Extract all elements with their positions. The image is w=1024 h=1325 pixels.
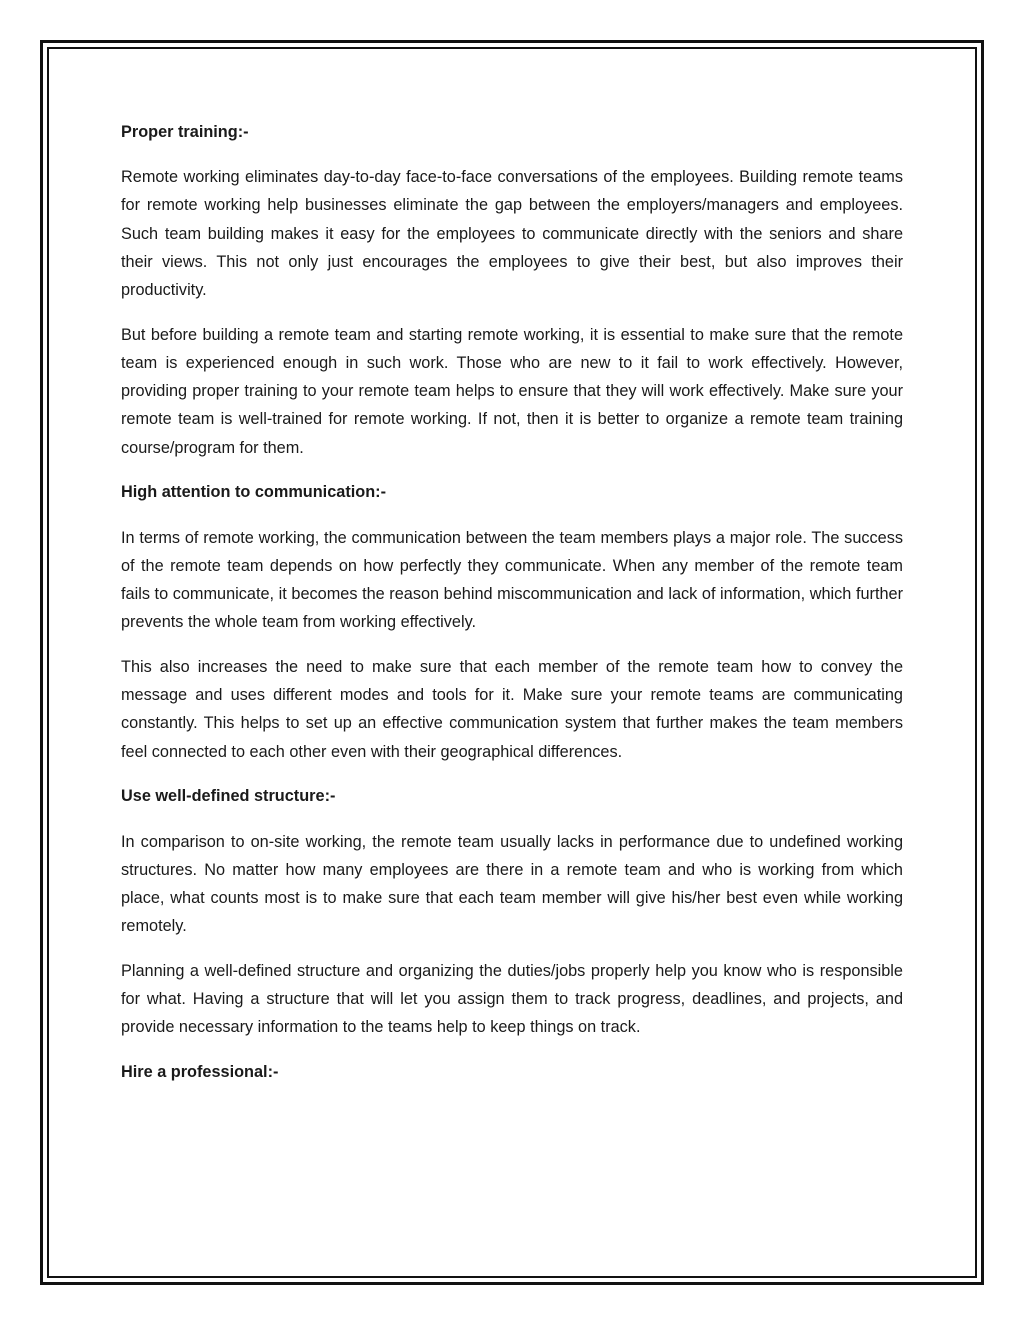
paragraph: In comparison to on-site working, the remote team usually lacks in performance due to undefined working structures. No matter how many employees are there in a remote team and who is working from which place, what counts most is to make sure that each team member will give his/her best even while working remotely.: [121, 832, 903, 936]
section-heading-proper-training: Proper training:-: [121, 123, 249, 141]
section-heading-structure: Use well-defined structure:-: [121, 787, 336, 806]
paragraph: Remote working eliminates day-to-day face-to-face conversations of the employees. Building remote teams for remote working help businesses eliminate the gap between the employers/managers and employees. Such team building makes it easy for the employees to communicate directly with the seniors and share their views. This not only just encourages the employees to give their best, but also improves their productivity.: [121, 168, 903, 300]
paragraph: This also increases the need to make sure that each member of the remote team how to convey the message and uses different modes and tools for it. Make sure your remote teams are communicating constantly. This helps to set up an effective communication system that further makes the team members feel connected to each other even with their geographical differences.: [121, 658, 903, 761]
paragraph: In terms of remote working, the communication between the team members plays a major role. The success of the remote team depends on how perfectly they communicate. When any member of the remote team fails to communicate, it becomes the reason behind miscommunication and lack of information, which further prevents the whole team from working effectively.: [121, 528, 903, 632]
section-heading-hire-professional: Hire a professional:-: [121, 1063, 279, 1082]
paragraph: But before building a remote team and starting remote working, it is essential to make sure that the remote team is experienced enough in such work. Those who are new to it fail to work effectively. However, providing proper training to your remote team helps to ensure that they will work effectively. Make sure your remote team is well-trained for remote working. If not, then it is better to organize a remote team training course/program for them.: [121, 325, 903, 457]
section-heading-communication: High attention to communication:-: [121, 483, 386, 502]
paragraph: Planning a well-defined structure and organizing the duties/jobs properly help you know who is responsible for what. Having a structure that will let you assign them to track progress, deadlines, and projects, and provide necessary information to the teams help to keep things on track.: [121, 962, 903, 1037]
document-body: [121, 118, 903, 1103]
